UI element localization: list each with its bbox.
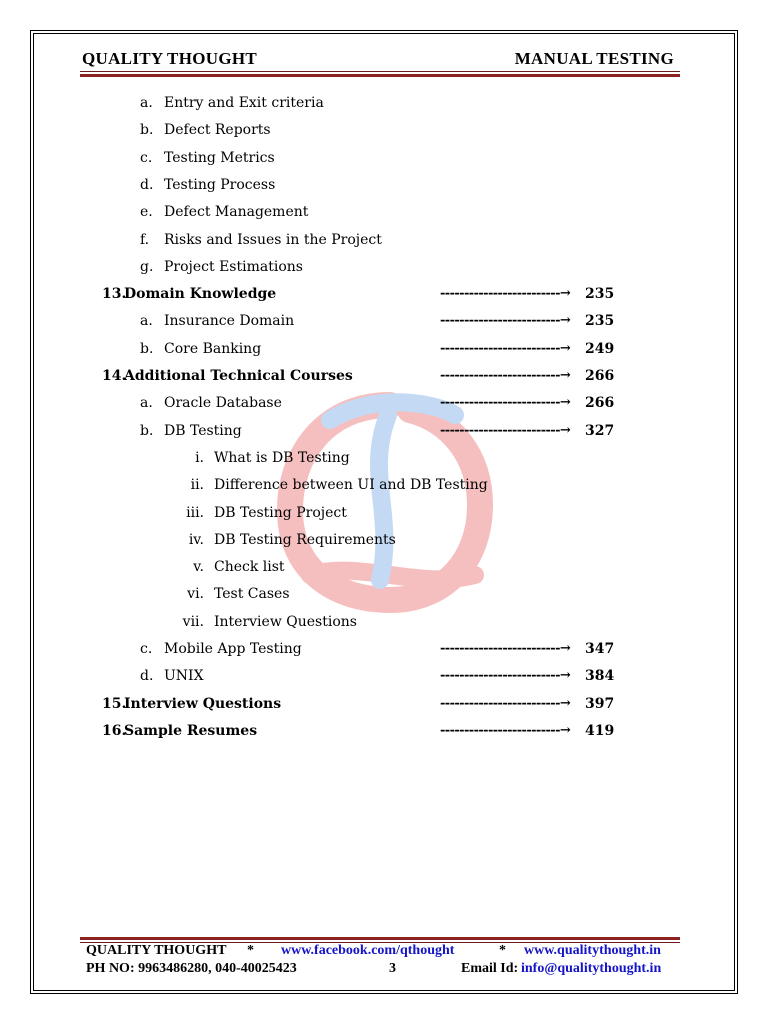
- toc-label: Interview Questions: [124, 695, 282, 712]
- toc-label: Testing Process: [164, 176, 276, 193]
- toc-entry: [0, 532, 768, 554]
- toc-entry: [0, 286, 768, 308]
- toc-label: Mobile App Testing: [164, 641, 302, 657]
- toc-marker: iv.: [188, 531, 204, 548]
- toc-label: Entry and Exit criteria: [164, 95, 324, 111]
- toc-marker: vii.: [182, 613, 204, 630]
- toc-label: Insurance Domain: [164, 313, 295, 330]
- toc-label: Risks and Issues in the Project: [164, 231, 382, 248]
- toc-label: Testing Metrics: [164, 149, 275, 166]
- toc-label: Core Banking: [164, 340, 262, 357]
- toc-label: Defect Management: [164, 204, 309, 221]
- toc-entry: [0, 204, 768, 226]
- toc-entry: [0, 177, 768, 199]
- toc-label: Project Estimations: [164, 258, 303, 275]
- toc-leader: -------------------------→: [440, 641, 571, 656]
- toc-entry: [0, 395, 768, 417]
- toc-leader: -------------------------→: [440, 286, 571, 302]
- toc-entry: [0, 232, 768, 254]
- toc-entry: [0, 313, 768, 335]
- toc-marker: f.: [140, 231, 150, 248]
- toc-label: Additional Technical Courses: [124, 368, 353, 384]
- toc-entry: [0, 341, 768, 363]
- footer-website-link[interactable]: www.qualitythought.in: [524, 943, 661, 958]
- header-org: QUALITY THOUGHT: [82, 49, 258, 68]
- footer-rule-thick: [80, 937, 680, 940]
- toc-entry: [0, 368, 768, 390]
- toc-entry: [0, 477, 768, 499]
- toc-marker: d.: [140, 176, 154, 193]
- toc-page-number: 397: [585, 695, 615, 712]
- toc-marker: e.: [140, 204, 153, 221]
- toc-page-number: 419: [585, 722, 615, 739]
- toc-entry: [0, 150, 768, 172]
- toc-page-number: 384: [585, 668, 615, 685]
- toc-marker: 16.: [102, 722, 127, 739]
- toc-label: UNIX: [164, 668, 204, 685]
- toc-label: DB Testing: [164, 422, 242, 439]
- footer-phone: PH NO: 9963486280, 040-40025423: [86, 961, 297, 976]
- toc-label: DB Testing Requirements: [214, 531, 396, 548]
- toc-entry: [0, 505, 768, 527]
- toc-leader: -------------------------→: [440, 722, 571, 738]
- toc-marker: c.: [140, 149, 153, 166]
- toc-page-number: 347: [585, 641, 615, 657]
- toc-entry: [0, 122, 768, 144]
- footer-separator: *: [499, 943, 506, 958]
- toc-marker: b.: [140, 122, 154, 139]
- toc-entry: [0, 95, 768, 117]
- toc-leader: -------------------------→: [440, 313, 571, 329]
- toc-marker: iii.: [186, 504, 204, 521]
- toc-page-number: 327: [585, 422, 615, 439]
- toc-page-number: 235: [585, 313, 615, 330]
- footer-email-link[interactable]: info@qualitythought.in: [521, 961, 662, 976]
- toc-page-number: 235: [585, 286, 615, 303]
- footer-org: QUALITY THOUGHT: [86, 943, 227, 958]
- toc-marker: 13.: [102, 286, 127, 303]
- footer-separator: *: [247, 943, 254, 958]
- toc-marker: c.: [140, 641, 153, 657]
- toc-entry: [0, 559, 768, 581]
- toc-entry: [0, 723, 768, 745]
- toc-leader: -------------------------→: [440, 340, 571, 356]
- toc-leader: -------------------------→: [440, 368, 571, 383]
- toc-leader: -------------------------→: [440, 668, 571, 684]
- toc-label: DB Testing Project: [214, 504, 347, 521]
- toc-entry: [0, 450, 768, 472]
- toc-marker: b.: [140, 340, 154, 357]
- toc-marker: g.: [140, 258, 154, 275]
- toc-marker: 14.: [102, 368, 127, 384]
- toc-marker: a.: [140, 395, 153, 412]
- footer-email-label: Email Id:: [461, 961, 519, 976]
- toc-label: Test Cases: [214, 586, 290, 603]
- toc-label: Domain Knowledge: [124, 286, 277, 303]
- header-title: MANUAL TESTING: [514, 49, 674, 68]
- toc-marker: i.: [195, 449, 204, 466]
- toc-label: Interview Questions: [214, 613, 357, 630]
- toc-label: Oracle Database: [164, 395, 282, 412]
- footer-page-number: 3: [389, 961, 396, 976]
- toc-marker: a.: [140, 313, 153, 330]
- toc-label: Defect Reports: [164, 122, 271, 139]
- toc-marker: d.: [140, 668, 154, 685]
- toc-marker: a.: [140, 95, 153, 111]
- toc-leader: -------------------------→: [440, 695, 571, 711]
- toc-entry: [0, 423, 768, 445]
- toc-leader: -------------------------→: [440, 395, 571, 411]
- toc-entry: [0, 614, 768, 636]
- toc-entry: [0, 259, 768, 281]
- toc-entry: [0, 586, 768, 608]
- toc-label: Sample Resumes: [124, 722, 258, 739]
- toc-marker: vi.: [187, 586, 204, 603]
- toc-marker: v.: [193, 559, 204, 576]
- toc-page-number: 266: [585, 395, 615, 412]
- footer-facebook-link[interactable]: www.facebook.com/qthought: [281, 943, 455, 958]
- toc-entry: [0, 696, 768, 718]
- toc-entry: [0, 668, 768, 690]
- toc-marker: b.: [140, 422, 154, 439]
- toc-label: Check list: [214, 559, 285, 576]
- toc-page-number: 266: [585, 368, 615, 384]
- toc-entry: [0, 641, 768, 663]
- toc-label: What is DB Testing: [214, 449, 350, 466]
- toc-label: Difference between UI and DB Testing: [214, 477, 488, 494]
- toc-page-number: 249: [585, 340, 615, 357]
- toc-marker: 15.: [102, 695, 127, 712]
- toc-leader: -------------------------→: [440, 422, 571, 438]
- toc-marker: ii.: [190, 477, 204, 494]
